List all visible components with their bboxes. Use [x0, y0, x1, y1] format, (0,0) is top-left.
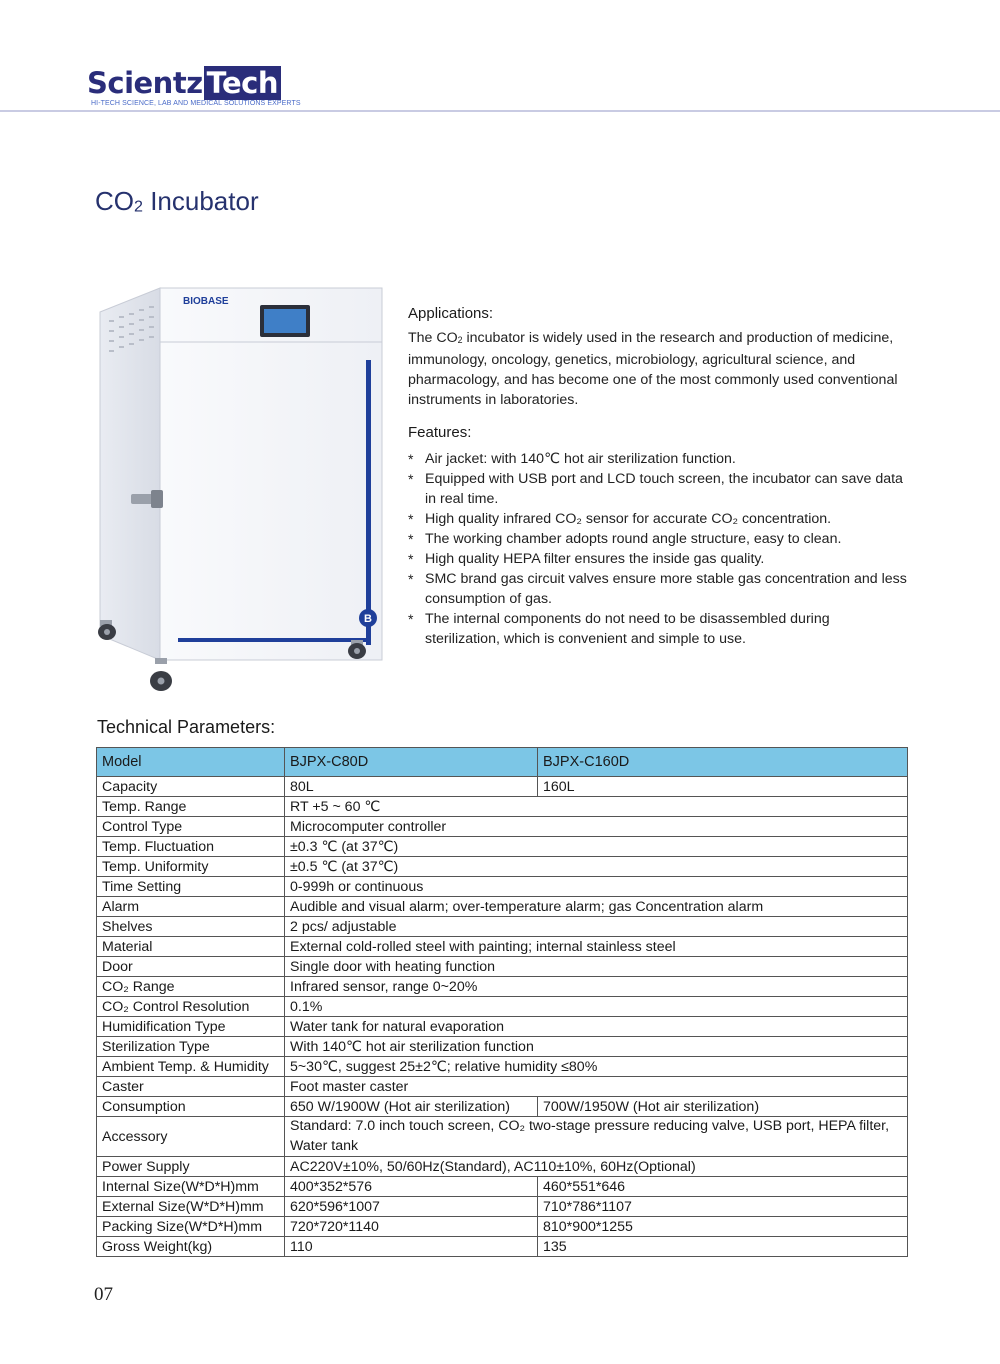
- row-value: 110: [285, 1237, 538, 1257]
- row-label: Temp. Uniformity: [97, 857, 285, 877]
- row-label: Door: [97, 957, 285, 977]
- table-row: [97, 997, 908, 1017]
- row-label: Shelves: [97, 917, 285, 937]
- row-label: Sterilization Type: [97, 1037, 285, 1057]
- bullet-icon: *: [408, 510, 414, 527]
- incubator-product-image: [95, 280, 395, 700]
- door-stripe-vertical: [366, 360, 371, 645]
- row-value: 710*786*1107: [538, 1197, 908, 1217]
- table-row: [97, 1057, 908, 1077]
- row-label: Time Setting: [97, 877, 285, 897]
- feature-item: * The internal components do not need to be disassembled during sterilization, which is convenient and simple to use.: [408, 610, 830, 647]
- row-value: Infrared sensor, range 0~20%: [285, 977, 908, 997]
- row-label: Packing Size(W*D*H)mm: [97, 1217, 285, 1237]
- row-label: Gross Weight(kg): [97, 1237, 285, 1257]
- table-row: [97, 837, 908, 857]
- page-title: [95, 186, 259, 217]
- row-value: Audible and visual alarm; over-temperature alarm; gas Concentration alarm: [285, 897, 908, 917]
- row-label: Humidification Type: [97, 1017, 285, 1037]
- row-label: Capacity: [97, 777, 285, 797]
- feature-item: * Air jacket: with 140℃ hot air sterilization function.: [408, 450, 736, 467]
- row-label: Power Supply: [97, 1157, 285, 1177]
- table-row: [97, 777, 908, 797]
- row-label: Consumption: [97, 1097, 285, 1117]
- row-label: CO₂ Control Resolution: [97, 997, 285, 1017]
- table-row: [97, 817, 908, 837]
- feature-item: * High quality HEPA filter ensures the inside gas quality.: [408, 550, 765, 567]
- table-row: [97, 1177, 908, 1197]
- table-row: [97, 1017, 908, 1037]
- row-value: Standard: 7.0 inch touch screen, CO₂ two-stage pressure reducing valve, USB port, HEPA filter, Water tank: [285, 1117, 908, 1157]
- product-brand-label: BIOBASE: [183, 296, 229, 307]
- bullet-icon: *: [408, 610, 414, 627]
- table-row: [97, 1197, 908, 1217]
- feature-item: * SMC brand gas circuit valves ensure more stable gas concentration and less consumption of gas.: [408, 570, 907, 607]
- row-value: 620*596*1007: [285, 1197, 538, 1217]
- bullet-icon: *: [408, 530, 414, 547]
- table-row: [97, 1117, 908, 1157]
- spec-table: [96, 747, 908, 1257]
- brand-name-part1: Scientz: [87, 66, 203, 100]
- row-value: With 140℃ hot air sterilization function: [285, 1037, 908, 1057]
- table-row: [97, 937, 908, 957]
- row-value: 400*352*576: [285, 1177, 538, 1197]
- table-row: [97, 857, 908, 877]
- row-label: Temp. Range: [97, 797, 285, 817]
- row-value: Foot master caster: [285, 1077, 908, 1097]
- title-subscript: 2: [134, 197, 143, 216]
- row-label: Control Type: [97, 817, 285, 837]
- applications-text: The CO2 incubator is widely used in the research and production of medicine, immunology, oncology, genetics, microbiology, agricultural science, and pharmacology, and has become one of the most commonly used conventional instruments in laboratories.: [408, 330, 898, 408]
- row-label: Temp. Fluctuation: [97, 837, 285, 857]
- table-row: [97, 957, 908, 977]
- row-label: Internal Size(W*D*H)mm: [97, 1177, 285, 1197]
- table-row: [97, 1097, 908, 1117]
- row-value: Microcomputer controller: [285, 817, 908, 837]
- row-label: Alarm: [97, 897, 285, 917]
- description-section: [408, 305, 908, 649]
- features-heading: Features:: [408, 423, 472, 441]
- row-label: Material: [97, 937, 285, 957]
- technical-parameters-heading: Technical Parameters:: [97, 717, 276, 737]
- feature-item: * High quality infrared CO₂ sensor for accurate CO₂ concentration.: [408, 510, 832, 527]
- bullet-icon: *: [408, 450, 414, 467]
- row-value: AC220V±10%, 50/60Hz(Standard), AC110±10%, 60Hz(Optional): [285, 1157, 908, 1177]
- title-suffix: Incubator: [142, 186, 259, 216]
- incubator-door: [160, 342, 382, 660]
- table-row: [97, 1077, 908, 1097]
- table-row: [97, 1237, 908, 1257]
- row-value: 135: [538, 1237, 908, 1257]
- row-value: 650 W/1900W (Hot air sterilization): [285, 1097, 538, 1117]
- row-value: 700W/1950W (Hot air sterilization): [538, 1097, 908, 1117]
- logo-badge-letter: B: [364, 613, 372, 625]
- feature-item: * The working chamber adopts round angle structure, easy to clean.: [408, 530, 842, 547]
- row-value: Single door with heating function: [285, 957, 908, 977]
- header-divider: [0, 110, 1000, 112]
- touch-screen-display: [264, 309, 306, 333]
- table-row: [97, 1217, 908, 1237]
- row-value: 160L: [538, 777, 908, 797]
- row-label: External Size(W*D*H)mm: [97, 1197, 285, 1217]
- row-value: 5~30℃, suggest 25±2℃; relative humidity ≤80%: [285, 1057, 908, 1077]
- table-row: [97, 797, 908, 817]
- table-header-row: [97, 748, 908, 777]
- row-value: 0.1%: [285, 997, 908, 1017]
- row-value: ±0.3 ℃ (at 37℃): [285, 837, 908, 857]
- row-label: Caster: [97, 1077, 285, 1097]
- row-value: Water tank for natural evaporation: [285, 1017, 908, 1037]
- title-prefix: CO: [95, 186, 134, 216]
- table-row: [97, 877, 908, 897]
- row-value: 0-999h or continuous: [285, 877, 908, 897]
- bullet-icon: *: [408, 470, 414, 487]
- bullet-icon: *: [408, 550, 414, 567]
- header-cell: BJPX-C80D: [285, 748, 538, 777]
- table-row: [97, 1037, 908, 1057]
- table-row: [97, 917, 908, 937]
- applications-heading: Applications:: [408, 305, 494, 322]
- table-row: [97, 977, 908, 997]
- bullet-icon: *: [408, 570, 414, 587]
- header-cell: Model: [97, 748, 285, 777]
- row-value: 720*720*1140: [285, 1217, 538, 1237]
- row-label: Ambient Temp. & Humidity: [97, 1057, 285, 1077]
- row-value: 810*900*1255: [538, 1217, 908, 1237]
- brand-logo: [87, 66, 301, 107]
- brand-tagline: HI-TECH SCIENCE, LAB AND MEDICAL SOLUTIONS EXPERTS: [91, 100, 301, 107]
- row-value: ±0.5 ℃ (at 37℃): [285, 857, 908, 877]
- features-list: [408, 449, 908, 649]
- table-row: [97, 897, 908, 917]
- row-value: 80L: [285, 777, 538, 797]
- row-label: CO₂ Range: [97, 977, 285, 997]
- row-label: Accessory: [97, 1117, 285, 1157]
- row-value: 460*551*646: [538, 1177, 908, 1197]
- page-number: 07: [94, 1284, 113, 1305]
- row-value: External cold-rolled steel with painting; internal stainless steel: [285, 937, 908, 957]
- row-value: RT +5 ~ 60 ℃: [285, 797, 908, 817]
- header-cell: BJPX-C160D: [538, 748, 908, 777]
- row-value: 2 pcs/ adjustable: [285, 917, 908, 937]
- door-stripe-horizontal: [178, 638, 371, 642]
- brand-name-part2: Tech: [204, 66, 281, 100]
- table-row: [97, 1157, 908, 1177]
- feature-item: * Equipped with USB port and LCD touch screen, the incubator can save data in real time.: [408, 470, 903, 507]
